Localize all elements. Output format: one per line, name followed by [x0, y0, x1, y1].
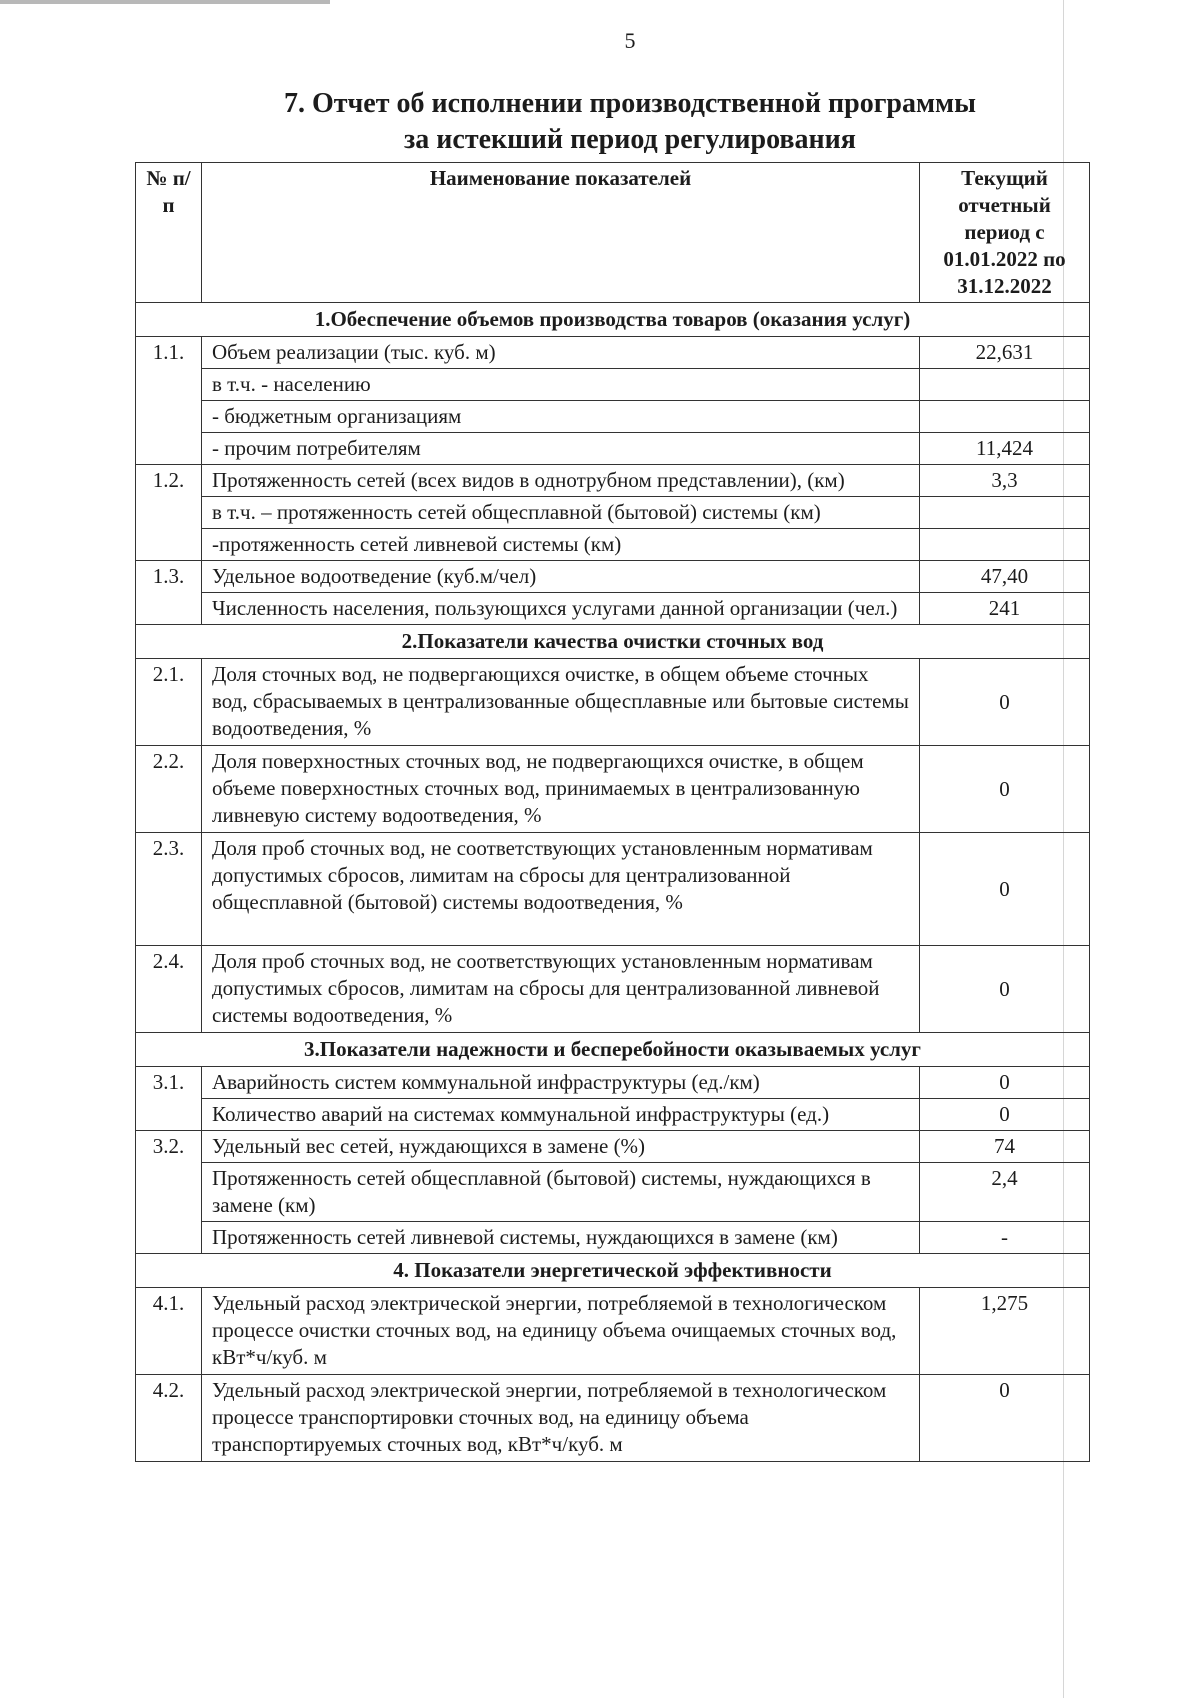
- indicator-name: Удельный вес сетей, нуждающихся в замене (%): [202, 1131, 920, 1163]
- row-number: 3.2.: [136, 1131, 202, 1254]
- table-row: [136, 465, 1090, 497]
- indicator-name: -протяженность сетей ливневой системы (км): [202, 529, 920, 561]
- indicator-value: 0: [920, 1375, 1090, 1462]
- indicator-name: Удельный расход электрической энергии, потребляемой в технологическом процессе очистки сточных вод, на единицу объема очищаемых сточных вод, кВт*ч/куб. м: [202, 1288, 920, 1375]
- table-header-row: [136, 163, 1090, 303]
- indicator-name: Доля проб сточных вод, не соответствующих установленным нормативам допустимых сбросов, лимитам на сбросы для централизованной ливневой системы водоотведения, %: [202, 946, 920, 1033]
- section-row: [136, 303, 1090, 337]
- section-3-title: 3.Показатели надежности и бесперебойности оказываемых услуг: [136, 1033, 1090, 1067]
- section-4-title: 4. Показатели энергетической эффективности: [136, 1254, 1090, 1288]
- indicator-value: 0: [920, 946, 1090, 1033]
- header-number: № п/п: [136, 163, 202, 303]
- report-heading-line-1: 7. Отчет об исполнении производственной программы: [283, 88, 976, 119]
- indicator-value: 0: [920, 1099, 1090, 1131]
- row-number: 2.3.: [136, 833, 202, 946]
- row-number: 2.4.: [136, 946, 202, 1033]
- indicator-value: 3,3: [920, 465, 1090, 497]
- page-number: 5: [624, 28, 636, 53]
- indicator-value: [920, 369, 1090, 401]
- section-row: [136, 1033, 1090, 1067]
- indicator-name: Удельное водоотведение (куб.м/чел): [202, 561, 920, 593]
- table-row: [136, 1222, 1090, 1254]
- indicator-name: в т.ч. – протяженность сетей общесплавной (бытовой) системы (км): [202, 497, 920, 529]
- indicator-value: [920, 401, 1090, 433]
- indicator-value: 241: [920, 593, 1090, 625]
- table-row: [136, 497, 1090, 529]
- indicator-name: Доля проб сточных вод, не соответствующих установленным нормативам допустимых сбросов, лимитам на сбросы для централизованной общесплавной (бытовой) системы водоотведения, %: [202, 833, 920, 946]
- indicator-name: Доля поверхностных сточных вод, не подвергающихся очистке, в общем объеме поверхностных сточных вод, принимаемых в централизованную ливневую систему водоотведения, %: [202, 746, 920, 833]
- table-row: [136, 401, 1090, 433]
- indicator-name: Доля сточных вод, не подвергающихся очистке, в общем объеме сточных вод, сбрасываемых в централизованные общесплавные или бытовые системы водоотведения, %: [202, 659, 920, 746]
- row-number: 2.2.: [136, 746, 202, 833]
- indicator-value: [920, 529, 1090, 561]
- report-heading-line-2: за истекший период регулирования: [404, 124, 856, 155]
- indicator-value: 11,424: [920, 433, 1090, 465]
- indicator-name: Удельный расход электрической энергии, потребляемой в технологическом процессе транспортировки сточных вод, на единицу объема транспортируемых сточных вод, кВт*ч/куб. м: [202, 1375, 920, 1462]
- table-row: [136, 833, 1090, 946]
- indicator-name: Протяженность сетей общесплавной (бытовой) системы, нуждающихся в замене (км): [202, 1163, 920, 1222]
- indicator-name: - прочим потребителям: [202, 433, 920, 465]
- scan-edge-mark: [0, 0, 330, 4]
- row-number: 4.1.: [136, 1288, 202, 1375]
- table-row: [136, 561, 1090, 593]
- table-row: [136, 1163, 1090, 1222]
- indicator-value: 1,275: [920, 1288, 1090, 1375]
- indicator-value: 74: [920, 1131, 1090, 1163]
- header-indicator-name: Наименование показателей: [202, 163, 920, 303]
- indicator-value: 2,4: [920, 1163, 1090, 1222]
- row-number: 1.3.: [136, 561, 202, 625]
- row-number: 1.2.: [136, 465, 202, 561]
- table-row: [136, 1067, 1090, 1099]
- row-number: 1.1.: [136, 337, 202, 465]
- report-heading: [200, 86, 1060, 158]
- indicator-name: Аварийность систем коммунальной инфраструктуры (ед./км): [202, 1067, 920, 1099]
- table-row: [136, 659, 1090, 746]
- indicator-name: Объем реализации (тыс. куб. м): [202, 337, 920, 369]
- row-number: 3.1.: [136, 1067, 202, 1131]
- table-row: [136, 746, 1090, 833]
- table-row: [136, 369, 1090, 401]
- indicator-value: [920, 497, 1090, 529]
- production-program-report-table: [135, 162, 1090, 1462]
- indicator-name: Численность населения, пользующихся услугами данной организации (чел.): [202, 593, 920, 625]
- table-row: [136, 1131, 1090, 1163]
- row-number: 2.1.: [136, 659, 202, 746]
- indicator-value: 0: [920, 659, 1090, 746]
- table-row: [136, 529, 1090, 561]
- section-2-title: 2.Показатели качества очистки сточных вод: [136, 625, 1090, 659]
- indicator-value: 47,40: [920, 561, 1090, 593]
- section-1-title: 1.Обеспечение объемов производства товаров (оказания услуг): [136, 303, 1090, 337]
- table-row: [136, 593, 1090, 625]
- table-row: [136, 1288, 1090, 1375]
- section-row: [136, 1254, 1090, 1288]
- row-number: 4.2.: [136, 1375, 202, 1462]
- table-row: [136, 1099, 1090, 1131]
- header-current-period: Текущий отчетный период с 01.01.2022 по 31.12.2022: [920, 163, 1090, 303]
- indicator-name: в т.ч. - населению: [202, 369, 920, 401]
- section-row: [136, 625, 1090, 659]
- indicator-name: Количество аварий на системах коммунальной инфраструктуры (ед.): [202, 1099, 920, 1131]
- indicator-value: 22,631: [920, 337, 1090, 369]
- indicator-value: 0: [920, 1067, 1090, 1099]
- table-row: [136, 946, 1090, 1033]
- table-row: [136, 433, 1090, 465]
- indicator-value: 0: [920, 746, 1090, 833]
- indicator-value: 0: [920, 833, 1090, 946]
- table-row: [136, 337, 1090, 369]
- indicator-value: -: [920, 1222, 1090, 1254]
- table-row: [136, 1375, 1090, 1462]
- indicator-name: Протяженность сетей ливневой системы, нуждающихся в замене (км): [202, 1222, 920, 1254]
- indicator-name: Протяженность сетей (всех видов в однотрубном представлении), (км): [202, 465, 920, 497]
- indicator-name: - бюджетным организациям: [202, 401, 920, 433]
